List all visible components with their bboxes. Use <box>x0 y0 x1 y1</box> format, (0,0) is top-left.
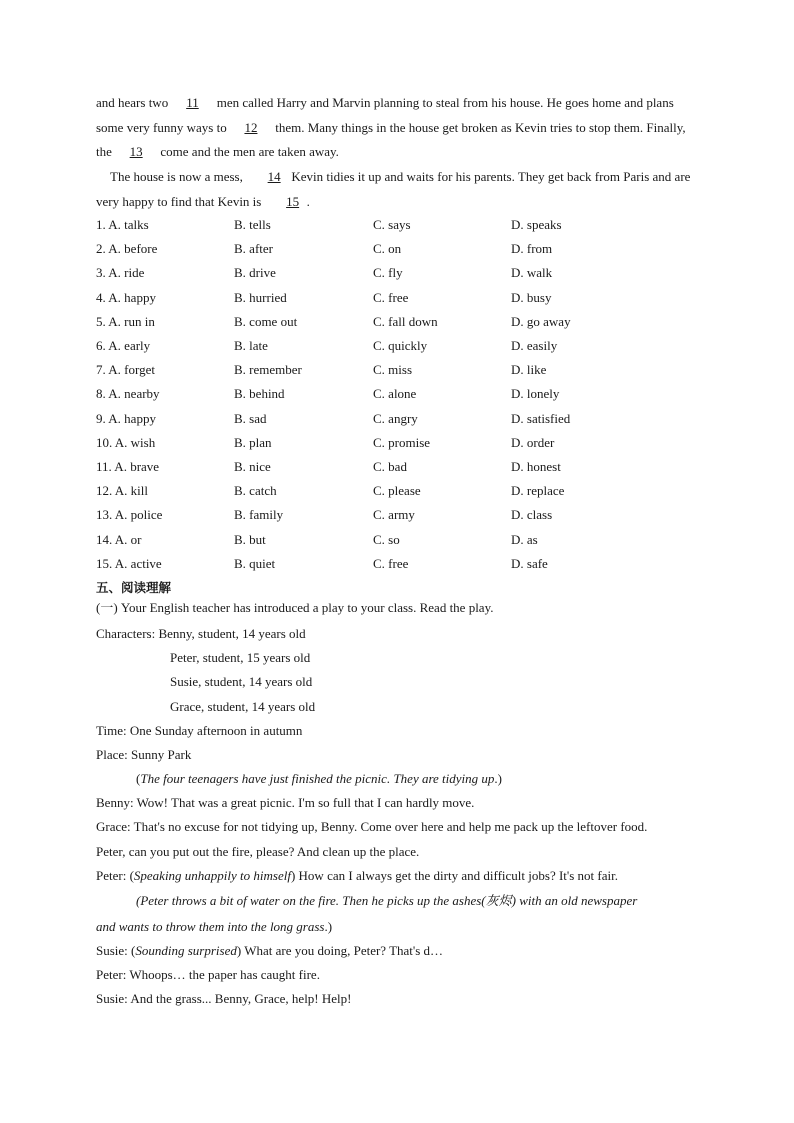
option-choice: 13. A. police <box>96 507 163 523</box>
option-choice: B. come out <box>234 313 298 329</box>
passage-text: . <box>306 193 310 209</box>
passage-text: Kevin tidies it up and waits for his parents. They get back from Paris and are very happy to find that Kevin is <box>96 169 691 209</box>
option-choice: D. order <box>511 434 555 450</box>
passage-text: men called Harry and Marvin planning to steal from his house. He goes home and plans some very funny ways to <box>96 95 674 135</box>
characters-line: Characters: Benny, student, 14 years old <box>96 626 306 641</box>
option-choice: B. catch <box>234 483 277 499</box>
option-choice: C. fall down <box>373 313 438 329</box>
blank-12: 12 <box>244 119 258 135</box>
section-heading: 五、阅读理解 <box>96 580 172 595</box>
stage-direction-2-cont: and wants to throw them into the long grass.) <box>96 919 333 934</box>
option-choice: C. free <box>373 289 409 305</box>
blank-13: 13 <box>129 144 143 159</box>
option-choice: D. lonely <box>511 386 560 402</box>
dialogue-grace: Grace: That's no excuse for not tidying up, Benny. Come over here and help me pack up the leftover food. <box>96 819 648 834</box>
option-choice: C. promise <box>373 434 431 450</box>
option-row <box>96 552 631 576</box>
option-choice: C. alone <box>373 386 417 402</box>
dialogue-susie-2: Susie: And the grass... Benny, Grace, help! Help! <box>96 991 352 1006</box>
option-choice: D. speaks <box>511 217 562 233</box>
option-choice: D. from <box>511 241 553 257</box>
option-choice: 3. A. ride <box>96 265 145 281</box>
option-choice: C. miss <box>373 362 413 378</box>
character-grace: Grace, student, 14 years old <box>170 699 316 714</box>
option-choice: B. family <box>234 507 284 523</box>
option-choice: B. drive <box>234 265 276 281</box>
option-choice: D. like <box>511 362 547 378</box>
option-choice: C. so <box>373 531 400 547</box>
dialogue-susie: Susie: (Sounding surprised) What are you doing, Peter? That's d… <box>96 943 444 958</box>
option-choice: 6. A. early <box>96 338 151 354</box>
option-choice: D. safe <box>511 555 548 571</box>
option-choice: C. please <box>373 483 421 499</box>
option-choice: C. quickly <box>373 338 428 354</box>
option-choice: C. army <box>373 507 415 523</box>
option-choice: B. behind <box>234 386 285 402</box>
option-choice: D. go away <box>511 313 571 329</box>
option-choice: B. tells <box>234 217 271 233</box>
character-peter: Peter, student, 15 years old <box>170 650 311 665</box>
option-choice: D. class <box>511 507 553 523</box>
blank-11: 11 <box>186 95 199 110</box>
option-choice: 15. A. active <box>96 555 162 571</box>
passage-paragraph-2 <box>96 165 696 214</box>
option-row <box>96 407 631 431</box>
option-choice: B. late <box>234 338 268 354</box>
passage-text: come and the men are taken away. <box>157 144 339 159</box>
option-row <box>96 358 631 382</box>
option-choice: B. sad <box>234 410 267 426</box>
option-choice: 1. A. talks <box>96 217 149 233</box>
option-choice: B. quiet <box>234 555 276 571</box>
option-choice: B. plan <box>234 434 272 450</box>
option-choice: 5. A. run in <box>96 313 155 329</box>
stage-direction-1: (The four teenagers have just finished the picnic. They are tidying up.) <box>136 771 503 786</box>
option-choice: 4. A. happy <box>96 289 156 305</box>
option-row <box>96 479 631 503</box>
option-row <box>96 503 631 527</box>
option-choice: D. honest <box>511 458 561 474</box>
option-choice: 14. A. or <box>96 531 142 547</box>
dialogue-peter-2: Peter: Whoops… the paper has caught fire. <box>96 967 320 982</box>
option-choice: D. busy <box>511 289 552 305</box>
passage-text: and hears two <box>96 95 172 110</box>
option-choice: C. on <box>373 241 402 257</box>
option-row <box>96 455 631 479</box>
option-choice: B. hurried <box>234 289 287 305</box>
option-choice: B. but <box>234 531 266 547</box>
option-choice: D. easily <box>511 338 558 354</box>
option-choice: C. free <box>373 555 409 571</box>
passage-text: them. Many things in the house get broken as Kevin tries to stop them. Finally, the <box>96 119 686 159</box>
option-choice: 12. A. kill <box>96 483 149 499</box>
options-table <box>96 213 631 576</box>
option-choice: 8. A. nearby <box>96 386 160 402</box>
option-choice: D. replace <box>511 483 565 499</box>
passage-text: The house is now a mess, <box>110 169 247 184</box>
section-intro: (一) Your English teacher has introduced a play to your class. Read the play. <box>96 600 494 615</box>
stage-direction-2: (Peter throws a bit of water on the fire. Then he picks up the ashes(灰烬) with an old newspaper <box>136 893 638 908</box>
passage-paragraph-1 <box>96 91 696 165</box>
option-choice: C. fly <box>373 265 403 281</box>
option-row <box>96 431 631 455</box>
option-choice: 11. A. brave <box>96 458 160 474</box>
character-susie: Susie, student, 14 years old <box>170 674 313 689</box>
option-row <box>96 334 631 358</box>
option-choice: 7. A. forget <box>96 362 155 378</box>
option-choice: C. bad <box>373 458 407 474</box>
option-choice: 10. A. wish <box>96 434 156 450</box>
place-line: Place: Sunny Park <box>96 747 192 762</box>
time-line: Time: One Sunday afternoon in autumn <box>96 723 303 738</box>
dialogue-grace-cont: Peter, can you put out the fire, please? And clean up the place. <box>96 844 420 859</box>
dialogue-peter: Peter: (Speaking unhappily to himself) How can I always get the dirty and difficult jobs? It's not fair. <box>96 868 618 883</box>
option-row <box>96 237 631 261</box>
option-choice: 9. A. happy <box>96 410 156 426</box>
option-choice: 2. A. before <box>96 241 158 257</box>
option-choice: D. satisfied <box>511 410 571 426</box>
blank-15: 15 <box>286 193 300 209</box>
option-row <box>96 213 631 237</box>
blank-14: 14 <box>267 169 281 184</box>
option-row <box>96 310 631 334</box>
option-choice: C. angry <box>373 410 418 426</box>
option-choice: D. as <box>511 531 538 547</box>
option-choice: C. says <box>373 217 411 233</box>
option-row <box>96 527 631 551</box>
option-row <box>96 261 631 285</box>
option-row <box>96 286 631 310</box>
option-choice: B. nice <box>234 458 271 474</box>
dialogue-benny: Benny: Wow! That was a great picnic. I'm so full that I can hardly move. <box>96 795 475 810</box>
option-choice: B. remember <box>234 362 302 378</box>
option-choice: D. walk <box>511 265 553 281</box>
option-row <box>96 382 631 406</box>
option-choice: B. after <box>234 241 273 257</box>
